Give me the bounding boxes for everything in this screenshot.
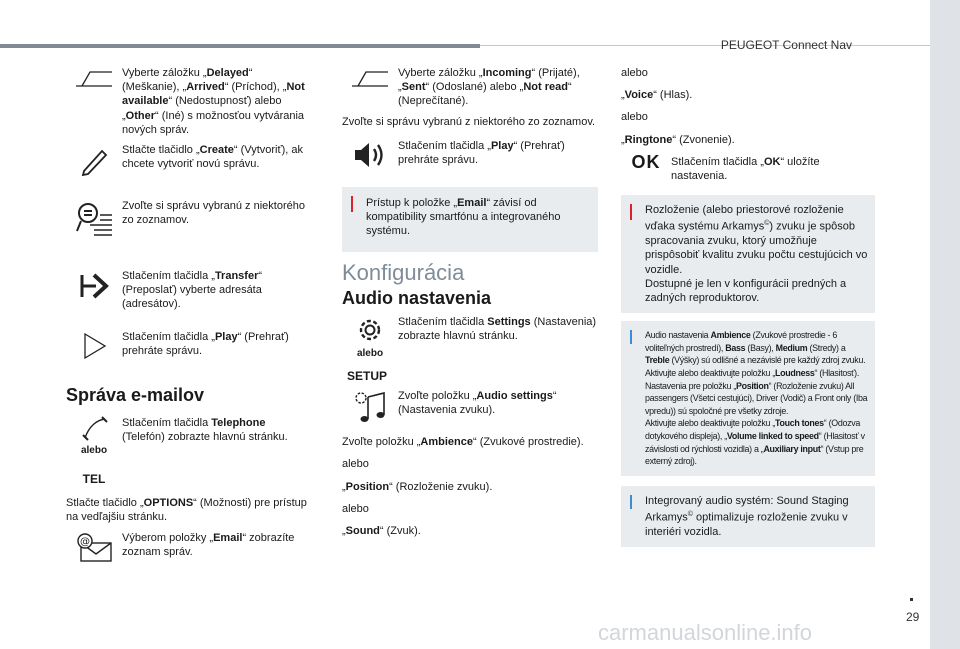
music-settings-icon <box>352 389 388 425</box>
gear-icon <box>355 315 385 345</box>
or-text: alebo <box>342 502 369 515</box>
alternative-label: alebo <box>80 444 108 456</box>
svg-text:@: @ <box>80 536 90 548</box>
audio-settings-row: Zvoľte položku „Audio settings“ (Nastavenia zvuku). <box>342 389 598 425</box>
ok-button-icon: OK <box>631 151 661 172</box>
list-select-row: Zvoľte si správu vybranú z niektorého zo zoznamov. <box>66 199 310 239</box>
delayed-tab-row: Vyberte záložku „Delayed“ (Meškanie), „Arrived“ (Príchod), „Not available“ (Nedostupnosť) alebo „Other“ (Iné) s možnosťou vytvárania nových správ. <box>66 66 310 137</box>
header-rule <box>0 44 480 48</box>
column-3 <box>621 66 875 547</box>
info-mark <box>630 495 632 509</box>
watermark: carmanualsonline.info <box>598 620 813 645</box>
email-compat-note: Prístup k položke „Email“ závisí od kompatibility smartfónu a integrovaného systému. <box>342 187 598 253</box>
section-title-audio: Audio nastavenia <box>342 287 492 308</box>
select-message-text: Zvoľte si správu vybranú z niektorého zo zoznamov. <box>342 115 596 128</box>
tel-label: TEL <box>82 472 106 487</box>
or-text: alebo <box>621 67 648 79</box>
options-text: Stlačte tlačidlo „OPTIONS“ (Možnosti) pre prístup na vedľajšiu stránku. <box>66 497 307 524</box>
transfer-icon <box>76 269 112 303</box>
play-message-row: Stlačením tlačidla „Play“ (Prehrať) prehráte správu. <box>342 139 598 171</box>
ok-row: OK Stlačením tlačidla „OK“ uložíte nastavenia. <box>631 151 820 183</box>
voice-text: „Voice“ (Hlas). <box>621 89 693 102</box>
email-icon <box>73 531 115 565</box>
pencil-icon <box>76 143 112 177</box>
audio-settings-note: Audio nastavenia Ambience (Zvukové prostredie - 6 voliteľných prostredí), Bass (Basy), Medium (Stredy) a Treble (Výšky) sú odlišné a nezávislé pre každý zdroj zvuku. Aktivujte alebo deaktivujte položku „Loudness“ (Hlasitosť). Nastavenia pre položku „Position“ (Rozloženie zvuku) All passengers (Všetci cestujúci), Driver (Vodič) a Front only (Iba vpredu)) sú spoločné pre všetky zdroje. Aktivujte alebo deaktivujte položku „Touch tones“ (Odozva dotykového displeja), „Volume linked to speed“ (Hlasitosť v závislosti od rýchlosti vozidla) a „Auxiliary input“ (Vstup pre externý zdroj). <box>621 321 875 476</box>
page-number: 29 <box>906 610 920 624</box>
play-row: Stlačením tlačidla „Play“ (Prehrať) prehráte správu. <box>66 330 310 362</box>
warning-mark <box>630 204 632 220</box>
column-1 <box>66 66 310 565</box>
transfer-row: Stlačením tlačidla „Transfer“ (Preposlať) vyberte adresáta (adresátov). <box>66 269 310 312</box>
info-mark <box>630 330 632 344</box>
ambience-text: Zvoľte položku „Ambience“ (Zvukové prostredie). <box>342 436 584 449</box>
page-sidebar <box>930 0 960 649</box>
header-line <box>480 45 930 46</box>
list-search-icon <box>74 199 114 239</box>
arkamys-note: Rozloženie (alebo priestorové rozloženie vďaka systému Arkamys©) zvuku je spôsob spracovania zvuku, ktorý umožňuje prispôsobiť kvalitu zvuku počtu cestujúcich vo vozidle. Dostupné je len v konfigurácii predných a zadných reproduktorov. <box>621 195 875 313</box>
sound-text: „Sound“ (Zvuk). <box>342 525 421 538</box>
telephone-row: alebo TEL Stlačením tlačidla Telephone (Telefón) zobrazte hlavnú stránku. <box>80 416 288 487</box>
play-icon <box>79 330 109 362</box>
settings-row: alebo SETUP Stlačením tlačidla Settings (Nastavenia) zobrazte hlavnú stránku. <box>346 315 597 384</box>
incoming-tab-row: Vyberte záložku „Incoming“ (Prijaté), „Sent“ (Odoslané) alebo „Not read“ (Neprečítané). <box>342 66 598 109</box>
tab-icon <box>348 66 392 92</box>
page-dot <box>910 598 913 601</box>
column-2 <box>342 66 598 538</box>
create-row: Stlačte tlačidlo „Create“ (Vytvoriť), ak chcete vytvoriť novú správu. <box>66 143 310 177</box>
position-text: „Position“ (Rozloženie zvuku). <box>342 480 493 493</box>
setup-label: SETUP <box>346 369 387 384</box>
sound-staging-note: Integrovaný audio systém: Sound Staging Arkamys© optimalizuje rozloženie zvuku v interiéri vozidla. <box>621 486 875 547</box>
email-row: @ Výberom položky „Email“ zobrazíte zoznam správ. <box>66 531 310 565</box>
tab-icon <box>72 66 116 92</box>
phone-icon <box>79 416 109 442</box>
or-text: alebo <box>621 111 648 124</box>
warning-mark <box>351 196 353 212</box>
speaker-icon <box>351 139 389 171</box>
section-title-email: Správa e-mailov <box>66 384 205 405</box>
page-header-title: PEUGEOT Connect Nav <box>720 38 852 52</box>
section-title-config: Konfigurácia <box>342 260 465 286</box>
ringtone-text: „Ringtone“ (Zvonenie). <box>621 133 735 146</box>
or-text: alebo <box>342 458 369 471</box>
alternative-label: alebo <box>356 347 384 359</box>
